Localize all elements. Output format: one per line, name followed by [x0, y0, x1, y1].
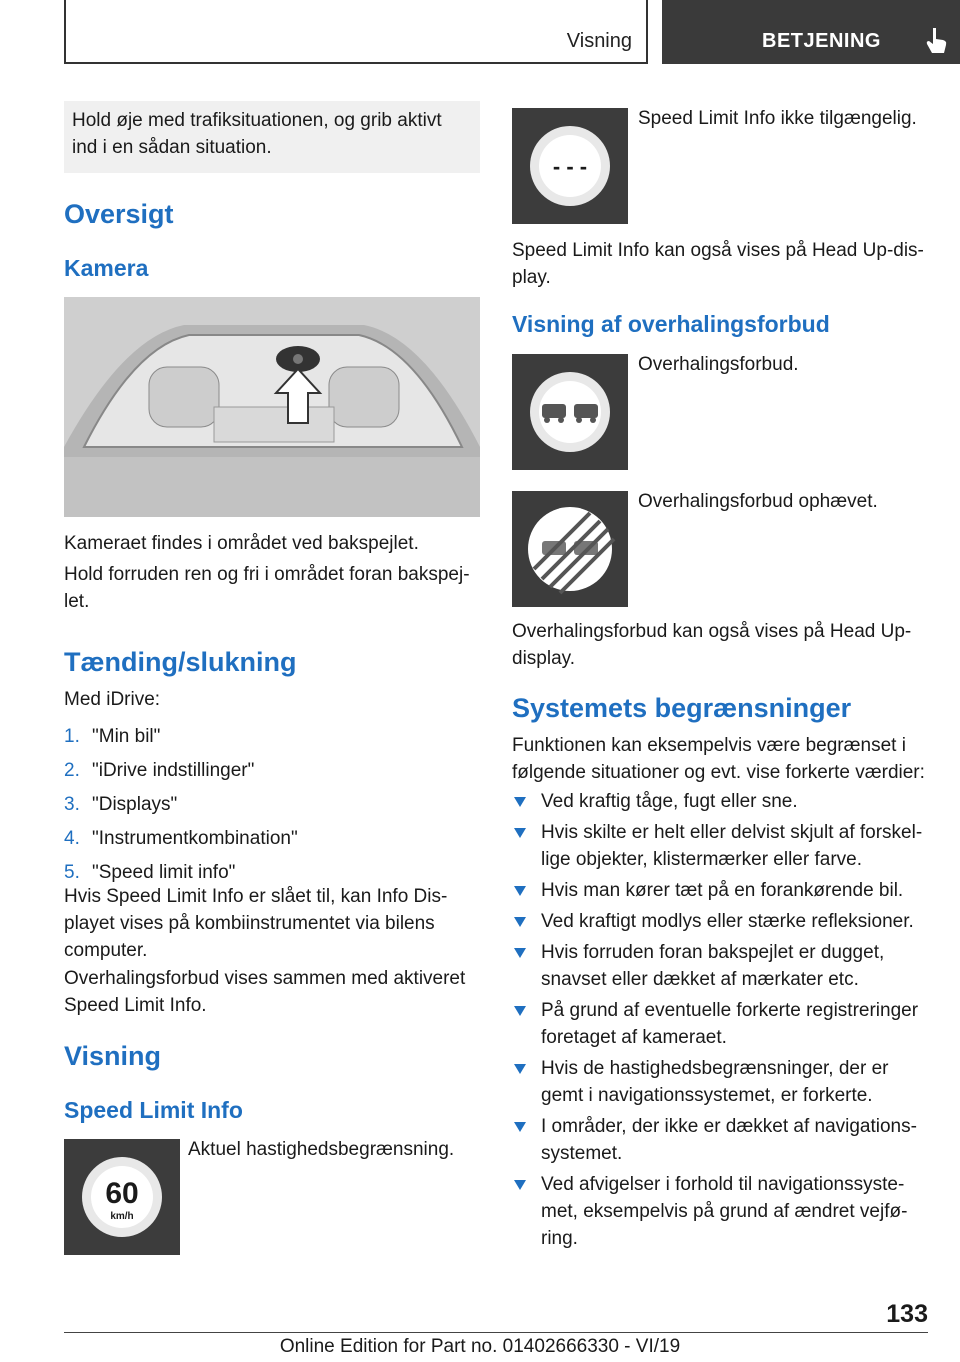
hud-speed-text: Speed Limit Info kan også vises på Head Up-dis‐play.	[512, 240, 924, 288]
camera-windshield-illustration	[64, 297, 480, 517]
header-section-label: Visning	[566, 30, 632, 52]
triangle-bullet-icon	[514, 948, 526, 958]
header-section-tab	[64, 0, 648, 64]
triangle-bullet-icon	[514, 828, 526, 838]
limits-list	[512, 788, 928, 1256]
heading-visning: Visning	[64, 1041, 162, 1071]
list-item: Ved afvigelser i forhold til navigationssyste‐met, eksempelvis på grund af ændret vejfø‐ring.	[512, 1171, 928, 1252]
idrive-intro: Med iDrive:	[64, 689, 161, 710]
heading-systemets-begraensninger: Systemets begrænsninger	[512, 693, 852, 723]
list-item: På grund af eventuelle forkerte registreringer foretaget af kameraet.	[512, 997, 928, 1051]
footer-edition: Online Edition for Part no. 01402666330 - VI/19	[279, 1336, 681, 1357]
list-item: Hvis man kører tæt på en forankørende bil.	[512, 877, 928, 904]
no-passing-sign	[512, 354, 628, 470]
unavailable-dashes: - - -	[552, 154, 588, 179]
overhaling-info-text: Overhalingsforbud vises sammen med aktiveret Speed Limit Info.	[64, 968, 466, 1016]
hud-nopass-text: Overhalingsforbud kan også vises på Head Up-display.	[512, 621, 912, 669]
list-item: 2. "iDrive indstillinger"	[64, 760, 255, 781]
camera-clean-text: Hold forruden ren og fri i området foran bakspej‐let.	[64, 564, 470, 612]
list-item: 5. "Speed limit info"	[64, 862, 236, 883]
speed-limit-60-sign	[64, 1139, 180, 1255]
unavailable-caption: Speed Limit Info ikke tilgængelig.	[638, 108, 917, 129]
triangle-bullet-icon	[514, 797, 526, 807]
list-item: 1. "Min bil"	[64, 726, 161, 747]
no-passing-end-caption: Overhalingsforbud ophævet.	[638, 491, 878, 512]
info-display-text: Hvis Speed Limit Info er slået til, kan Info Dis‐playet vises på kombiinstrumentet via bilens computer.	[64, 886, 448, 961]
list-item: Hvis forruden foran bakspejlet er dugget, snavset eller dækket af mærkater etc.	[512, 939, 928, 993]
speed-limit-sign-icon	[64, 1139, 180, 1255]
no-passing-end-sign	[512, 491, 628, 607]
heading-speed-limit-info: Speed Limit Info	[64, 1097, 243, 1123]
speed-limit-unavailable-sign	[512, 108, 628, 224]
triangle-bullet-icon	[514, 917, 526, 927]
list-item: Ved kraftig tåge, fugt eller sne.	[512, 788, 928, 815]
heading-kamera: Kamera	[64, 255, 149, 281]
triangle-bullet-icon	[514, 1064, 526, 1074]
triangle-bullet-icon	[514, 886, 526, 896]
camera-location-text: Kameraet findes i området ved bakspejlet.	[64, 533, 419, 554]
heading-taending: Tænding/slukning	[64, 647, 297, 677]
list-item: 4. "Instrumentkombination"	[64, 828, 298, 849]
page-number: 133	[886, 1300, 928, 1328]
list-item: Hvis de hastighedsbegrænsninger, der er gemt i navigationssystemet, er forkerte.	[512, 1055, 928, 1109]
pointing-hand-icon	[924, 26, 950, 56]
heading-oversigt: Oversigt	[64, 199, 174, 229]
no-passing-end-icon	[512, 491, 628, 607]
no-passing-icon	[512, 354, 628, 470]
header-chapter-tab	[662, 0, 960, 64]
speed-unit: km/h	[110, 1211, 134, 1222]
speed-value: 60	[105, 1177, 139, 1210]
triangle-bullet-icon	[514, 1122, 526, 1132]
unavailable-sign-icon	[512, 108, 628, 224]
list-item: I områder, der ikke er dækket af navigations‐systemet.	[512, 1113, 928, 1167]
list-item: Ved kraftigt modlys eller stærke refleksioner.	[512, 908, 928, 935]
limits-intro: Funktionen kan eksempelvis være begrænset i følgende situationer og evt. vise forkerte værdier:	[512, 735, 925, 783]
warning-box: Hold øje med trafiksituationen, og grib aktivt ind i en sådan situation.	[64, 101, 480, 173]
idrive-steps	[64, 723, 480, 893]
list-item: 3. "Displays"	[64, 794, 178, 815]
sign60-caption: Aktuel hastighedsbegrænsning.	[188, 1139, 455, 1160]
footer-divider	[64, 1332, 928, 1333]
header-chapter-label: BETJENING	[762, 30, 881, 52]
list-item: Hvis skilte er helt eller delvist skjult af forskel‐lige objekter, klistermærker eller farve.	[512, 819, 928, 873]
triangle-bullet-icon	[514, 1180, 526, 1190]
heading-overhalingsforbud: Visning af overhalingsforbud	[512, 311, 830, 337]
no-passing-caption: Overhalingsforbud.	[638, 354, 799, 375]
triangle-bullet-icon	[514, 1006, 526, 1016]
